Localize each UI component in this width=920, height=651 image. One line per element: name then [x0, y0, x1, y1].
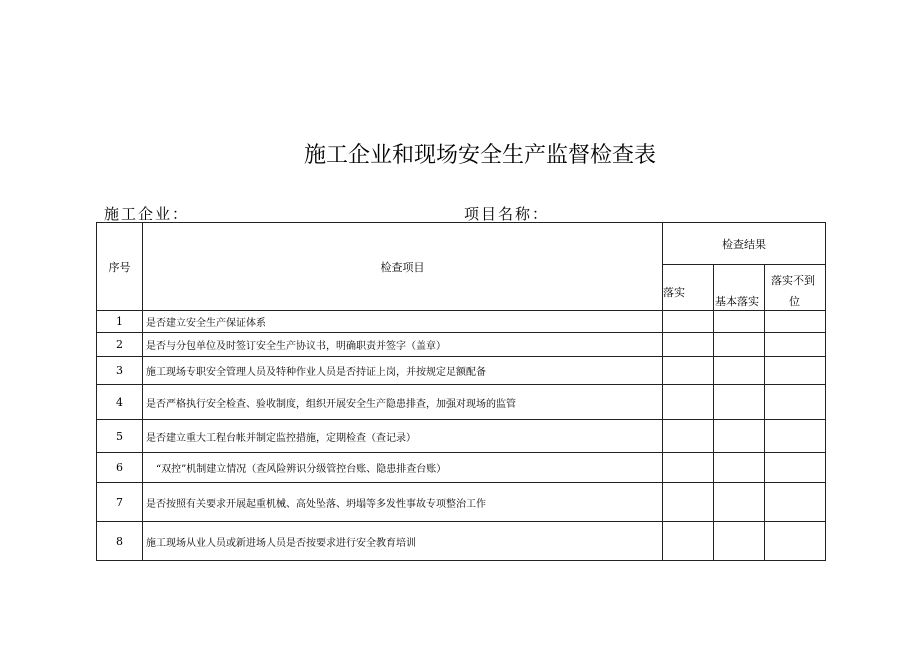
table-row — [97, 311, 826, 333]
header-not-in-place — [765, 265, 826, 311]
not-in-place-cell[interactable] — [765, 420, 826, 453]
not-in-place-cell[interactable] — [765, 453, 826, 483]
row-number: 2 — [97, 333, 143, 357]
row-number: 1 — [97, 311, 143, 333]
implemented-cell[interactable] — [663, 420, 714, 453]
header-not-in-place-line1: 落实不到 — [771, 274, 815, 287]
row-number: 3 — [97, 357, 143, 385]
implemented-cell[interactable] — [663, 483, 714, 522]
table-row — [97, 483, 826, 522]
row-item-text: 施工现场从业人员或新进场人员是否按要求进行安全教育培训 — [143, 522, 663, 561]
not-in-place-cell[interactable] — [765, 483, 826, 522]
not-in-place-cell[interactable] — [765, 357, 826, 385]
row-item-text: 是否按照有关要求开展起重机械、高处坠落、坍塌等多发性事故专项整治工作 — [143, 483, 663, 522]
table-row — [97, 357, 826, 385]
inspection-table — [96, 222, 826, 561]
row-number: 7 — [97, 483, 143, 522]
row-item-text: 是否建立重大工程台帐并制定监控措施，定期检查（查记录） — [143, 420, 663, 453]
basically-implemented-cell[interactable] — [714, 357, 765, 385]
row-number: 8 — [97, 522, 143, 561]
not-in-place-cell[interactable] — [765, 311, 826, 333]
document-title: 施工企业和现场安全生产监督检查表 — [303, 143, 656, 168]
header-item: 检查项目 — [143, 223, 663, 311]
implemented-cell[interactable] — [663, 385, 714, 420]
header-basically-implemented-label: 基本落实 — [715, 295, 759, 308]
row-number: 6 — [97, 453, 143, 483]
company-label: 施工企业： — [104, 205, 190, 223]
header-implemented-label: 落实 — [663, 286, 685, 299]
table-row — [97, 385, 826, 420]
table-row — [97, 333, 826, 357]
header-not-in-place-line2: 位 — [789, 295, 800, 308]
row-number: 4 — [97, 385, 143, 420]
basically-implemented-cell[interactable] — [714, 453, 765, 483]
header-seq: 序号 — [97, 223, 143, 311]
implemented-cell[interactable] — [663, 357, 714, 385]
row-item-text: 是否建立安全生产保证体系 — [143, 311, 663, 333]
header-implemented — [663, 265, 714, 311]
header-result: 检查结果 — [663, 223, 826, 265]
table-row — [97, 453, 826, 483]
implemented-cell[interactable] — [663, 453, 714, 483]
basically-implemented-cell[interactable] — [714, 311, 765, 333]
table-row — [97, 420, 826, 453]
row-item-text: 是否与分包单位及时签订安全生产协议书，明确职责并签字（盖章） — [143, 333, 663, 357]
basically-implemented-cell[interactable] — [714, 385, 765, 420]
not-in-place-cell[interactable] — [765, 385, 826, 420]
not-in-place-cell[interactable] — [765, 333, 826, 357]
header-basically-implemented — [714, 265, 765, 311]
basically-implemented-cell[interactable] — [714, 333, 765, 357]
basically-implemented-cell[interactable] — [714, 483, 765, 522]
table-row — [97, 522, 826, 561]
implemented-cell[interactable] — [663, 522, 714, 561]
project-name-label: 项目名称： — [464, 205, 550, 223]
basically-implemented-cell[interactable] — [714, 522, 765, 561]
row-item-text: 施工现场专职安全管理人员及特种作业人员是否持证上岗，并按规定足额配备 — [143, 357, 663, 385]
row-item-text: 是否严格执行安全检查、验收制度，组织开展安全生产隐患排查，加强对现场的监管 — [143, 385, 663, 420]
implemented-cell[interactable] — [663, 333, 714, 357]
basically-implemented-cell[interactable] — [714, 420, 765, 453]
not-in-place-cell[interactable] — [765, 522, 826, 561]
table-header-row — [97, 223, 826, 265]
row-item-text: “双控”机制建立情况（查风险辨识分级管控台账、隐患排查台账） — [143, 453, 663, 483]
implemented-cell[interactable] — [663, 311, 714, 333]
row-number: 5 — [97, 420, 143, 453]
